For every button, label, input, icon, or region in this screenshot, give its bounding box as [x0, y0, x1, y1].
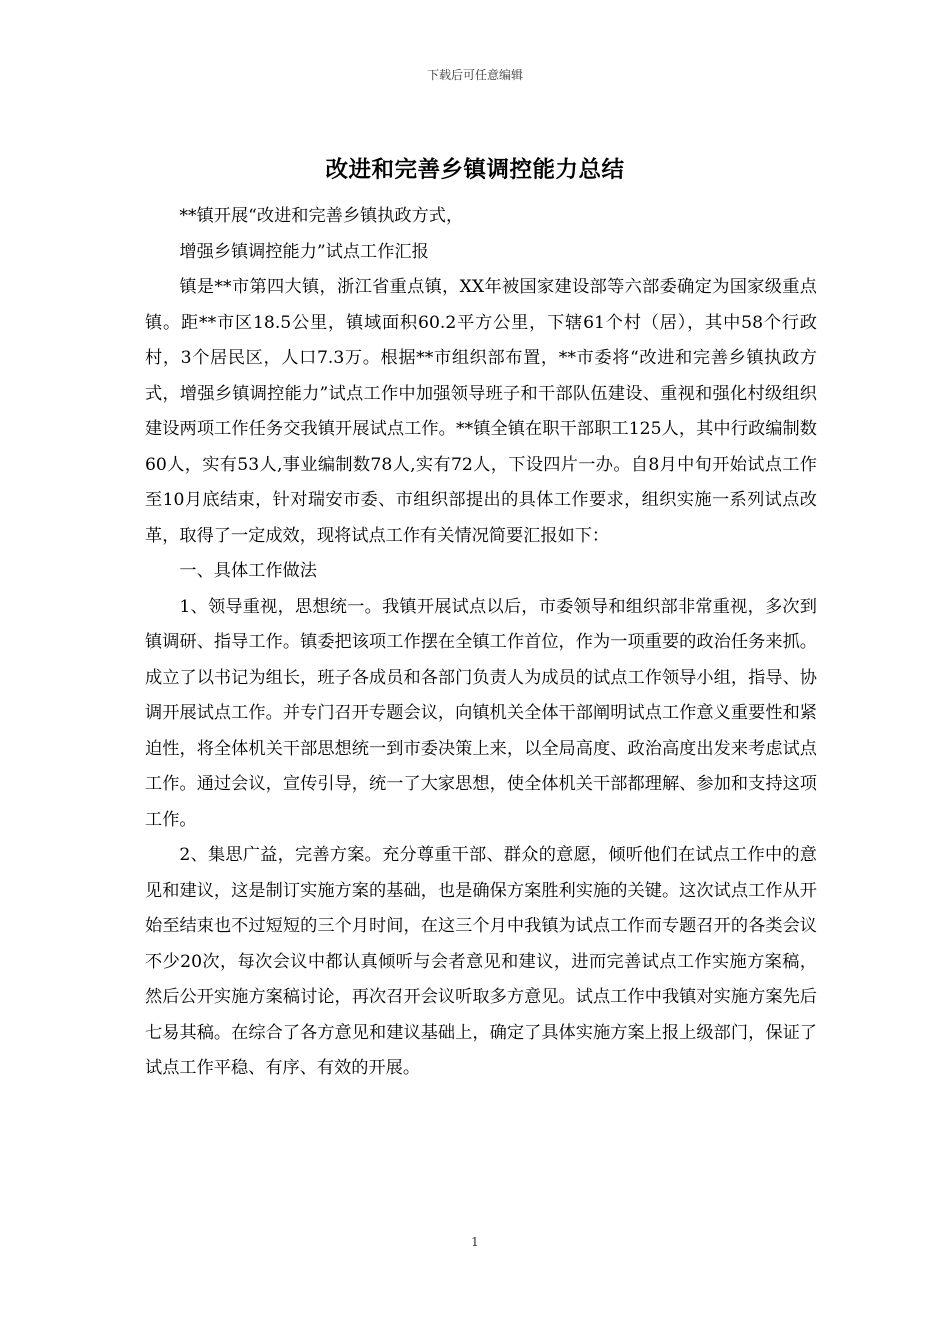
paragraph-plan: 2、集思广益，完善方案。充分尊重干部、群众的意愿，倾听他们在试点工作中的意见和建议，这是制订实施方案的基础，也是确保方案胜利实施的关键。这次试点工作从开始至结束也不过短短的三个月时间，在这三个月中我镇为试点工作而专题召开的各类会议不少20次，每次会议中都认真倾听与会者意见和建议，进而完善试点工作实施方案稿，然后公开实施方案稿讨论，再次召开会议听取多方意见。试点工作中我镇对实施方案先后七易其稿。在综合了各方意见和建议基础上，确定了具体实施方案上报上级部门，保证了试点工作平稳、有序、有效的开展。	[145, 845, 817, 1078]
document-title: 改进和完善乡镇调控能力总结	[325, 157, 625, 183]
intro-paragraph: 镇是**市第四大镇，浙江省重点镇，XX年被国家建设部等六部委确定为国家级重点镇。距**市区18.5公里，镇域面积60.2平方公里，下辖61个村（居），其中58个行政村，3个居民区，人口7.3万。根据**市组织部布置，**市委将“改进和完善乡镇执政方式，增强乡镇调控能力”试点工作中加强领导班子和干部队伍建设、重视和强化村级组织建设两项工作任务交我镇开展试点工作。**镇全镇在职干部职工125人，其中行政编制数60人，实有53人,事业编制数78人,实有72人，下设四片一办。自8月中旬开始试点工作至10月底结束，针对瑞安市委、市组织部提出的具体工作要求，组织实施一系列试点改革，取得了一定成效，现将试点工作有关情况简要汇报如下：	[145, 277, 817, 546]
paragraph-leadership: 1、领导重视，思想统一。我镇开展试点以后，市委领导和组织部非常重视，多次到镇调研、指导工作。镇委把该项工作摆在全镇工作首位，作为一项重要的政治任务来抓。成立了以书记为组长，班子各成员和各部门负责人为成员的试点工作领导小组，指导、协调开展试点工作。并专门召开专题会议，向镇机关全体干部阐明试点工作意义重要性和紧迫性，将全体机关干部思想统一到市委决策上来，以全局高度、政治高度出发来考虑试点工作。通过会议，宣传引导，统一了大家思想，使全体机关干部都理解、参加和支持这项工作。	[145, 596, 817, 830]
page-number: 1	[471, 1235, 479, 1249]
subtitle-line-1: **镇开展“改进和完善乡镇执政方式，	[179, 206, 464, 226]
section-heading: 一、具体工作做法	[179, 561, 317, 581]
document-body	[145, 199, 817, 1087]
download-note: 下载后可任意编辑	[426, 68, 523, 82]
subtitle-line-2: 增强乡镇调控能力”试点工作汇报	[179, 241, 429, 262]
